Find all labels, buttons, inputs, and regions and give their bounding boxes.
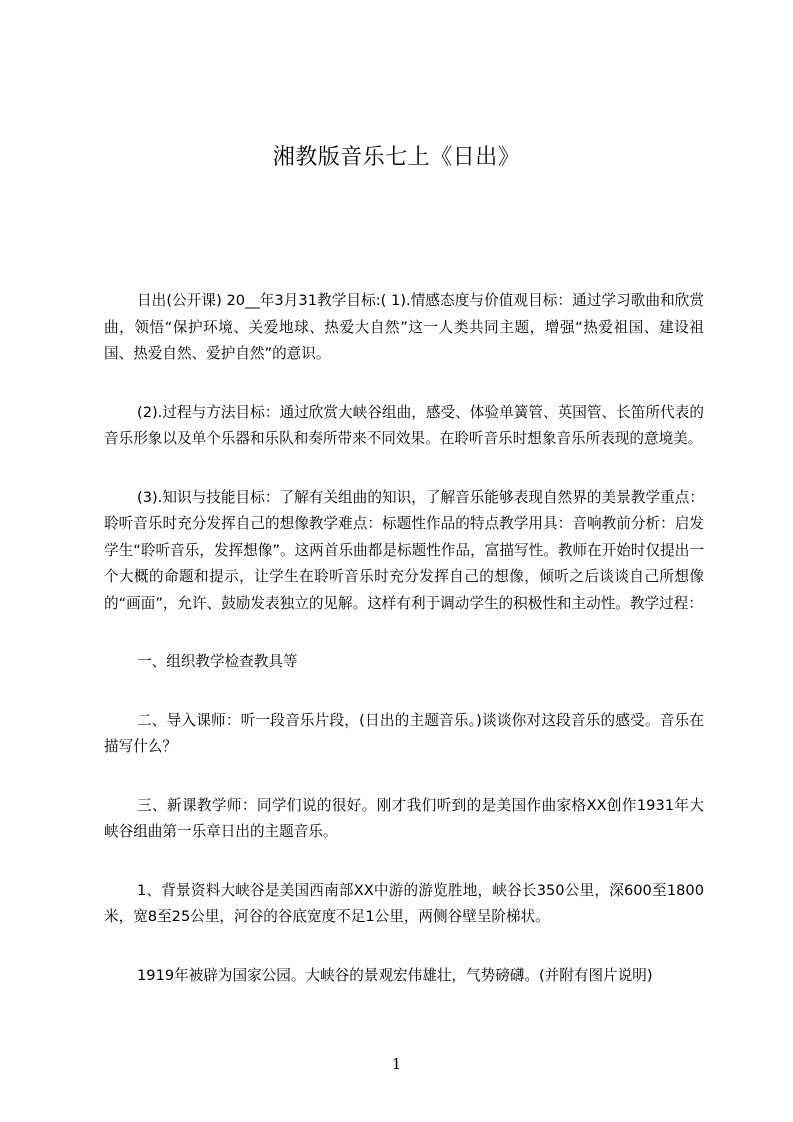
paragraph-step-organize: 一、组织教学检查教具等 — [137, 653, 298, 670]
paragraph-background: 1、背景资料大峡谷是美国西南部XX中游的游览胜地，峡谷长350公里，深600至1800米，宽8至25公里，河谷的谷底宽度不足1公里，两侧谷壁呈阶梯状。 — [104, 881, 704, 925]
document-body — [104, 288, 704, 1021]
paragraph-objectives-emotion: 日出(公开课) 20__年3月31教学目标:( 1).情感态度与价值观目标：通过学习歌曲和欣赏曲，领悟“保护环境、关爱地球、热爱大自然”这一人类共同主题，增强“热爱祖国、建设祖国、热爱自然、爱护自然”的意识。 — [104, 292, 704, 362]
document-title: 湘教版音乐七上《日出》 — [272, 145, 521, 170]
page-number: 1 — [391, 1055, 402, 1073]
paragraph-step-intro: 二、导入课师：听一段音乐片段，(日出的主题音乐。)谈谈你对这段音乐的感受。音乐在描写什么？ — [104, 711, 704, 755]
paragraph-objectives-process: (2).过程与方法目标：通过欣赏大峡谷组曲，感受、体验单簧管、英国管、长笛所代表的音乐形象以及单个乐器和乐队和奏所带来不同效果。在聆听音乐时想象音乐所表现的意境美。 — [104, 403, 704, 447]
paragraph-objectives-knowledge: (3).知识与技能目标：了解有关组曲的知识，了解音乐能够表现自然界的美景教学重点：聆听音乐时充分发挥自己的想像教学难点：标题性作品的特点教学用具：音响教前分析：启发学生“聆听音乐，发挥想像”。这两首乐曲都是标题性作品，富描写性。教师在开始时仅提出一个大概的命题和提示，让学生在聆听音乐时充分发挥自己的想像，倾听之后谈谈自己所想像的“画面”，允许、鼓励发表独立的见解。这样有利于调动学生的积极性和主动性。教学过程： — [104, 488, 704, 612]
paragraph-step-new-lesson: 三、新课教学师：同学们说的很好。刚才我们听到的是美国作曲家格XX创作1931年大峡谷组曲第一乐章日出的主题音乐。 — [104, 796, 704, 840]
paragraph-national-park: 1919年被辟为国家公园。大峡谷的景观宏伟雄壮，气势磅礴。(并附有图片说明) — [137, 966, 653, 984]
